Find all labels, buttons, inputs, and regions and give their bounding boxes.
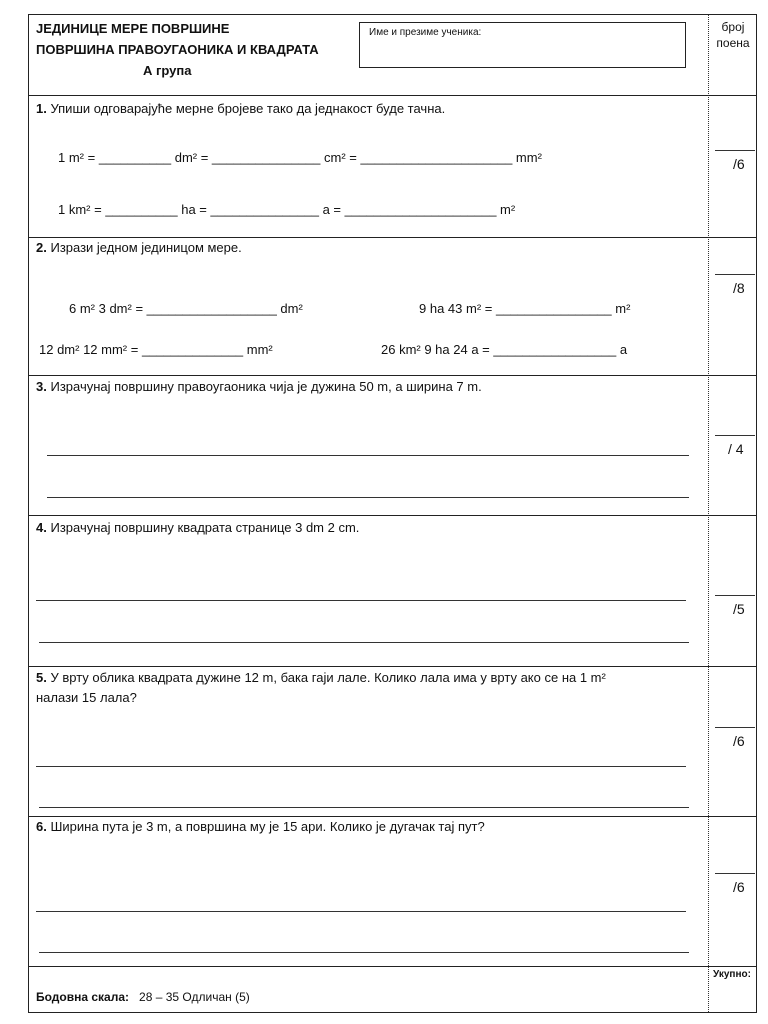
answer-line[interactable] bbox=[47, 455, 689, 456]
answer-line[interactable] bbox=[39, 642, 689, 643]
q5-max-points: /6 bbox=[733, 733, 745, 749]
divider bbox=[29, 666, 756, 667]
q1-row-1: 1 m² = __________ dm² = _______________ cm² = _____________________ mm² bbox=[58, 150, 542, 165]
q2-max-points: /8 bbox=[733, 280, 745, 296]
q2-item-4: 26 km² 9 ha 24 a = _________________ a bbox=[381, 342, 628, 357]
answer-line[interactable] bbox=[36, 911, 686, 912]
group-label: А група bbox=[143, 63, 192, 78]
divider bbox=[29, 375, 756, 376]
test-sheet bbox=[28, 14, 757, 1013]
answer-line[interactable] bbox=[47, 497, 689, 498]
score-field[interactable] bbox=[715, 435, 755, 436]
q2-item-1: 6 m² 3 dm² = __________________ dm² bbox=[69, 301, 303, 316]
question-6: 6. Ширина пута је 3 m, а површина му је 15 ари. Колико је дугачак тај пут? bbox=[36, 819, 485, 834]
student-name-box[interactable] bbox=[359, 22, 686, 68]
q4-max-points: /5 bbox=[733, 601, 745, 617]
title-line-2: ПОВРШИНА ПРАВОУГАОНИКА И КВАДРАТА bbox=[36, 42, 319, 57]
student-name-label: Име и презиме ученика: bbox=[369, 27, 482, 38]
score-field[interactable] bbox=[715, 873, 755, 874]
divider bbox=[29, 95, 756, 96]
answer-line[interactable] bbox=[36, 600, 686, 601]
total-label: Укупно: bbox=[713, 969, 751, 980]
points-column-divider bbox=[708, 15, 709, 1012]
q1-row-2: 1 km² = __________ ha = _______________ a = _____________________ m² bbox=[58, 202, 516, 217]
title-line-1: ЈЕДИНИЦЕ МЕРЕ ПОВРШИНЕ bbox=[36, 21, 230, 36]
divider bbox=[29, 515, 756, 516]
score-field[interactable] bbox=[715, 595, 755, 596]
divider bbox=[29, 237, 756, 238]
question-5-line-1: 5. У врту облика квадрата дужине 12 m, бака гаји лале. Колико лала има у врту ако се на 1 m² bbox=[36, 670, 606, 685]
score-field[interactable] bbox=[715, 274, 755, 275]
question-2: 2. Изрази једном јединицом мере. bbox=[36, 240, 242, 255]
grading-scale: Бодовна скала: 28 – 35 Одличан (5) bbox=[36, 990, 250, 1004]
score-field[interactable] bbox=[715, 150, 755, 151]
q3-max-points: / 4 bbox=[728, 441, 744, 457]
divider bbox=[29, 816, 756, 817]
divider bbox=[29, 966, 756, 967]
points-header: број поена bbox=[716, 20, 750, 50]
q1-max-points: /6 bbox=[733, 156, 745, 172]
answer-line[interactable] bbox=[36, 766, 686, 767]
q2-item-3: 12 dm² 12 mm² = ______________ mm² bbox=[39, 342, 273, 357]
question-5-line-2: налази 15 лала? bbox=[36, 690, 137, 705]
q2-item-2: 9 ha 43 m² = ________________ m² bbox=[419, 301, 631, 316]
score-field[interactable] bbox=[715, 727, 755, 728]
question-1: 1. Упиши одговарајуће мерне бројеве тако да једнакост буде тачна. bbox=[36, 101, 446, 116]
question-4: 4. Израчунај површину квадрата странице 3 dm 2 cm. bbox=[36, 520, 360, 535]
answer-line[interactable] bbox=[39, 952, 689, 953]
q6-max-points: /6 bbox=[733, 879, 745, 895]
question-3: 3. Израчунај површину правоугаоника чија је дужина 50 m, а ширина 7 m. bbox=[36, 379, 482, 394]
answer-line[interactable] bbox=[39, 807, 689, 808]
